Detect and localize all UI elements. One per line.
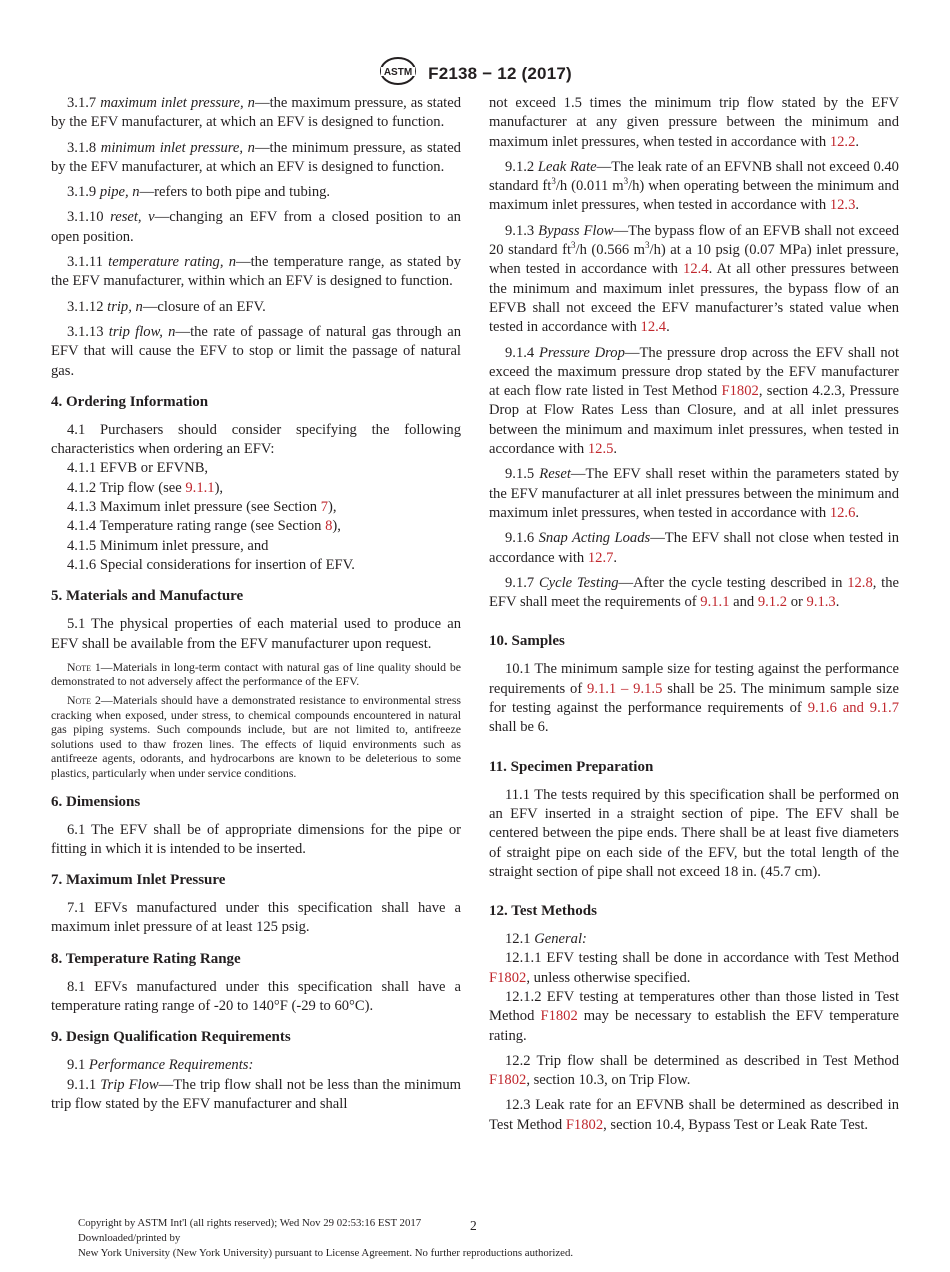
paragraph-9-1-5: 9.1.5 Reset—The EFV shall reset within the parameters stated by the EFV manufacturer at all inlet pressures between the minimum and maximum inlet pressures, when tested in accordance with 12.6. (489, 466, 899, 521)
paragraph-12-1-1: 12.1.1 EFV testing shall be done in accordance with Test Method F1802, unless otherwise specified. (489, 950, 899, 986)
paragraph-8-1: 8.1 EFVs manufactured under this specification shall have a temperature rating range of -20 to 140°F (-29 to 60°C). (51, 978, 461, 1015)
list-item-4-1-5: 4.1.5 Minimum inlet pressure, and (67, 537, 269, 554)
paragraph-4-1: 4.1 Purchasers should consider specifying the following characteristics when ordering an EFV: (51, 421, 461, 458)
ref-link[interactable]: 12.5 (587, 441, 614, 458)
ref-link[interactable]: 9.1.2 (757, 594, 788, 611)
section-heading-12: 12. Test Methods (489, 903, 597, 920)
section-heading-7: 7. Maximum Inlet Pressure (51, 872, 226, 889)
ref-link[interactable]: 7 (320, 499, 329, 516)
ref-link[interactable]: F1802 (565, 1116, 604, 1133)
definition-3-1-12: 3.1.12 trip, n—closure of an EFV. (67, 298, 266, 315)
section-heading-10: 10. Samples (489, 633, 565, 650)
paragraph-9-1-7: 9.1.7 Cycle Testing—After the cycle testing described in 12.8, the EFV shall meet the requirements of 9.1.1 and 9.1.2 or 9.1.3. (489, 574, 899, 611)
section-heading-11: 11. Specimen Preparation (489, 758, 654, 775)
section-heading-5: 5. Materials and Manufacture (51, 588, 244, 605)
section-heading-4: 4. Ordering Information (51, 393, 209, 410)
left-column (51, 94, 461, 1120)
ref-link[interactable]: 12.8 (847, 574, 873, 591)
ref-link[interactable]: 9.1.1 (700, 594, 730, 611)
ref-link[interactable]: 9.1.6 and 9.1.7 (807, 700, 899, 717)
paragraph-7-1: 7.1 EFVs manufactured under this specification shall have a maximum inlet pressure of at least 125 psig. (51, 900, 461, 936)
page-header (0, 56, 950, 91)
definition-3-1-9: 3.1.9 pipe, n—refers to both pipe and tubing. (67, 184, 331, 201)
ref-link[interactable]: 12.2 (829, 133, 856, 150)
ref-link[interactable]: 8 (325, 518, 333, 535)
section-heading-6: 6. Dimensions (51, 793, 141, 810)
ref-link[interactable]: 9.1.1 (185, 479, 215, 496)
ref-link[interactable]: 12.3 (829, 197, 856, 214)
definition-3-1-13: 3.1.13 trip flow, n—the rate of passage of natural gas through an EFV that will cause the EFV to stop or limit the passage of natural gas. (51, 323, 461, 379)
paragraph-9-1: 9.1 Performance Requirements: (67, 1057, 254, 1074)
page-number: 2 (470, 1218, 477, 1233)
paragraph-12-1-2: 12.1.2 EFV testing at temperatures other than those listed in Test Method F1802 may be necessary to establish the EFV temperature rating. (489, 988, 899, 1044)
note-2: Note 2—Materials should have a demonstrated resistance to environmental stress cracking when exposed, under stress, to chemical compounds encountered in natural gas piping systems. Such compounds include, but are not limited to, antifreeze solutions used to thaw frozen lines. The effects of liquid environments such as antifreeze agents, odorants, and hydrocarbons are known to be deleterious to some plastics, particularly when under service conditions. (51, 693, 461, 780)
paragraph-5-1: 5.1 The physical properties of each material used to produce an EFV shall be available from the EFV manufacturer upon request. (51, 616, 461, 652)
ref-link[interactable]: F1802 (489, 1072, 527, 1089)
paragraph-9-1-6: 9.1.6 Snap Acting Loads—The EFV shall not close when tested in accordance with 12.7. (489, 530, 899, 566)
paragraph-10-1: 10.1 The minimum sample size for testing against the performance requirements of 9.1.1 – 9.1.5 shall be 25. The minimum sample size for testing against the performance requirements of 9.1.6 and 9.1.7 shall be 6. (489, 661, 899, 736)
paragraph-12-2: 12.2 Trip flow shall be determined as described in Test Method F1802, section 10.3, on Trip Flow. (489, 1052, 899, 1089)
list-item-4-1-2: 4.1.2 Trip flow (see 9.1.1), (67, 479, 224, 496)
paragraph-9-1-4: 9.1.4 Pressure Drop—The pressure drop across the EFV shall not exceed the maximum pressure drop stated by the EFV manufacturer at each flow rate listed in Test Method F1802, section 4.2.3, Pressure Drop at Flow Rates Less than Closure, and at all inlet pressures between the minimum and maximum inlet pressures, when tested in accordance with 12.5. (489, 344, 900, 458)
definition-3-1-10: 3.1.10 reset, v—changing an EFV from a closed position to an open position. (51, 209, 461, 245)
paragraph-11-1: 11.1 The tests required by this specification shall be performed on an EFV inserted in a straight section of pipe. The EFV shall be centered between the pipe ends. There shall be at least five diameters of straight pipe on each side of the EFV, but the total length of the straight section of pipe shall not exceed 18 in. (45.7 cm). (489, 786, 899, 880)
definition-3-1-11: 3.1.11 temperature rating, n—the temperature range, as stated by the EFV manufacturer, within which an EFV is designed to function. (51, 254, 461, 290)
designation: F2138 − 12 (2017) (428, 63, 572, 83)
list-item-4-1-1: 4.1.1 EFVB or EFVNB, (67, 460, 209, 477)
paragraph-9-1-2: 9.1.2 Leak Rate—The leak rate of an EFVNB shall not exceed 0.40 standard $ft^3/h$ (0.011 $m^3/h$) when operating between the minimum and maximum inlet pressures, when tested in accordance with 12.3. (489, 158, 899, 214)
astm-logo-icon (378, 56, 418, 91)
definition-3-1-8: 3.1.8 minimum inlet pressure, n—the minimum pressure, as stated by the EFV manufacturer, at which an EFV is designed to function. (51, 139, 461, 175)
right-column (489, 94, 899, 1141)
section-heading-8: 8. Temperature Rating Range (51, 950, 241, 967)
section-heading-9: 9. Design Qualification Requirements (51, 1029, 291, 1046)
footer-line-2: Downloaded/printed by (78, 1232, 181, 1244)
paragraph-6-1: 6.1 The EFV shall be of appropriate dimensions for the pipe or fitting in which it is intended to be inserted. (51, 821, 461, 857)
list-item-4-1-6: 4.1.6 Special considerations for insertion of EFV. (67, 556, 355, 573)
footer-line-3: New York University (New York University) pursuant to License Agreement. No further reproductions authorized. (78, 1247, 574, 1259)
ref-link[interactable]: 12.7 (587, 549, 614, 566)
paragraph-12-3: 12.3 Leak rate for an EFVNB shall be determined as described in Test Method F1802, section 10.4, Bypass Test or Leak Rate Test. (489, 1097, 899, 1133)
paragraph-9-1-1-continued: not exceed 1.5 times the minimum trip flow stated by the EFV manufacturer at any given pressure between the minimum and maximum inlet pressures, when tested in accordance with 12.2. (489, 95, 899, 150)
ref-link[interactable]: F1802 (721, 383, 759, 400)
ref-link[interactable]: F1802 (540, 1008, 578, 1025)
ref-link[interactable]: 12.4 (640, 319, 667, 336)
ref-link[interactable]: F1802 (489, 969, 527, 986)
list-item-4-1-3: 4.1.3 Maximum inlet pressure (see Section 7), (67, 499, 337, 516)
note-1: Note 1—Materials in long-term contact with natural gas of line quality should be demonstrated to not adversely affect the performance of the EFV. (51, 659, 462, 689)
ref-link[interactable]: 9.1.1 – 9.1.5 (587, 680, 663, 697)
copyright-footer (78, 1216, 573, 1261)
ref-link[interactable]: 12.6 (829, 504, 856, 521)
ref-link[interactable]: 12.4 (683, 261, 709, 278)
definition-3-1-7: 3.1.7 maximum inlet pressure, n—the maximum pressure, as stated by the EFV manufacturer, at which an EFV is designed to function. (51, 95, 461, 131)
footer-line-1: Copyright by ASTM Int'l (all rights reserved); Wed Nov 29 02:53:16 EST 2017 (78, 1217, 422, 1229)
paragraph-12-1: 12.1 General: (505, 931, 587, 948)
paragraph-9-1-1: 9.1.1 Trip Flow—The trip flow shall not be less than the minimum trip flow stated by the EFV manufacturer and shall (51, 1076, 461, 1112)
logo-text: ASTM (383, 67, 413, 78)
list-item-4-1-4: 4.1.4 Temperature rating range (see Section 8), (67, 518, 341, 535)
paragraph-9-1-3: 9.1.3 Bypass Flow—The bypass flow of an EFVB shall not exceed 20 standard $ft^3/h$ (0.566 $m^3/h$) at a 10 psig (0.07 MPa) inlet pressure, when tested in accordance with 12.4. At all other pressures between the minimum and maximum inlet pressures, the bypass flow of an EFVB shall not exceed the EFV manufacturer’s stated value when tested in accordance with 12.4. (489, 222, 900, 336)
ref-link[interactable]: 9.1.3 (806, 594, 836, 611)
